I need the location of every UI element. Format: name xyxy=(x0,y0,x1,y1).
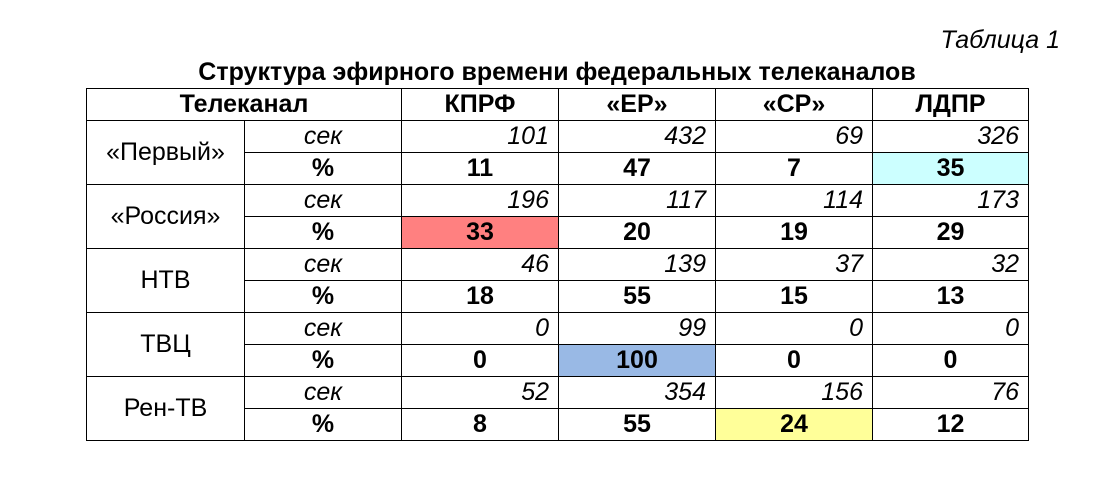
unit-seconds-label: сек xyxy=(245,121,402,153)
unit-percent-label: % xyxy=(245,281,402,313)
unit-percent-label: % xyxy=(245,217,402,249)
header-channel: Телеканал xyxy=(87,89,402,121)
unit-percent-label: % xyxy=(245,153,402,185)
percent-cell-highlighted: 24 xyxy=(716,409,873,441)
channel-name: «Первый» xyxy=(87,121,245,185)
seconds-cell: 76 xyxy=(873,377,1029,409)
seconds-cell: 173 xyxy=(873,185,1029,217)
table-row-sec xyxy=(87,185,1029,217)
table-row-sec xyxy=(87,121,1029,153)
header-party: КПРФ xyxy=(402,89,559,121)
header-party: «ЕР» xyxy=(559,89,716,121)
table-row-sec xyxy=(87,313,1029,345)
unit-seconds-label: сек xyxy=(245,377,402,409)
seconds-cell: 139 xyxy=(559,249,716,281)
unit-percent-label: % xyxy=(245,409,402,441)
header-party: «СР» xyxy=(716,89,873,121)
unit-seconds-label: сек xyxy=(245,249,402,281)
seconds-cell: 0 xyxy=(716,313,873,345)
seconds-cell: 32 xyxy=(873,249,1029,281)
channel-name: Рен-ТВ xyxy=(87,377,245,441)
channel-name: НТВ xyxy=(87,249,245,313)
percent-cell-highlighted: 100 xyxy=(559,345,716,377)
seconds-cell: 46 xyxy=(402,249,559,281)
seconds-cell: 114 xyxy=(716,185,873,217)
percent-cell-highlighted: 33 xyxy=(402,217,559,249)
percent-cell: 11 xyxy=(402,153,559,185)
unit-seconds-label: сек xyxy=(245,185,402,217)
percent-cell: 29 xyxy=(873,217,1029,249)
unit-percent-label: % xyxy=(245,345,402,377)
seconds-cell: 37 xyxy=(716,249,873,281)
seconds-cell: 156 xyxy=(716,377,873,409)
percent-cell: 12 xyxy=(873,409,1029,441)
channel-name: ТВЦ xyxy=(87,313,245,377)
percent-cell: 20 xyxy=(559,217,716,249)
percent-cell: 7 xyxy=(716,153,873,185)
seconds-cell: 69 xyxy=(716,121,873,153)
seconds-cell: 432 xyxy=(559,121,716,153)
seconds-cell: 0 xyxy=(873,313,1029,345)
percent-cell-highlighted: 35 xyxy=(873,153,1029,185)
percent-cell: 55 xyxy=(559,409,716,441)
seconds-cell: 52 xyxy=(402,377,559,409)
table-caption: Таблица 1 xyxy=(940,26,1060,54)
seconds-cell: 326 xyxy=(873,121,1029,153)
header-row xyxy=(87,89,1029,121)
seconds-cell: 117 xyxy=(559,185,716,217)
data-table xyxy=(86,88,1029,441)
seconds-cell: 0 xyxy=(402,313,559,345)
percent-cell: 15 xyxy=(716,281,873,313)
seconds-cell: 101 xyxy=(402,121,559,153)
percent-cell: 18 xyxy=(402,281,559,313)
seconds-cell: 354 xyxy=(559,377,716,409)
table-body xyxy=(87,121,1029,441)
percent-cell: 47 xyxy=(559,153,716,185)
unit-seconds-label: сек xyxy=(245,313,402,345)
percent-cell: 19 xyxy=(716,217,873,249)
channel-name: «Россия» xyxy=(87,185,245,249)
table-title: Структура эфирного времени федеральных телеканалов xyxy=(198,58,916,86)
table-row-sec xyxy=(87,249,1029,281)
percent-cell: 0 xyxy=(716,345,873,377)
seconds-cell: 196 xyxy=(402,185,559,217)
table-row-sec xyxy=(87,377,1029,409)
percent-cell: 0 xyxy=(402,345,559,377)
percent-cell: 55 xyxy=(559,281,716,313)
percent-cell: 13 xyxy=(873,281,1029,313)
percent-cell: 8 xyxy=(402,409,559,441)
seconds-cell: 99 xyxy=(559,313,716,345)
percent-cell: 0 xyxy=(873,345,1029,377)
header-party: ЛДПР xyxy=(873,89,1029,121)
